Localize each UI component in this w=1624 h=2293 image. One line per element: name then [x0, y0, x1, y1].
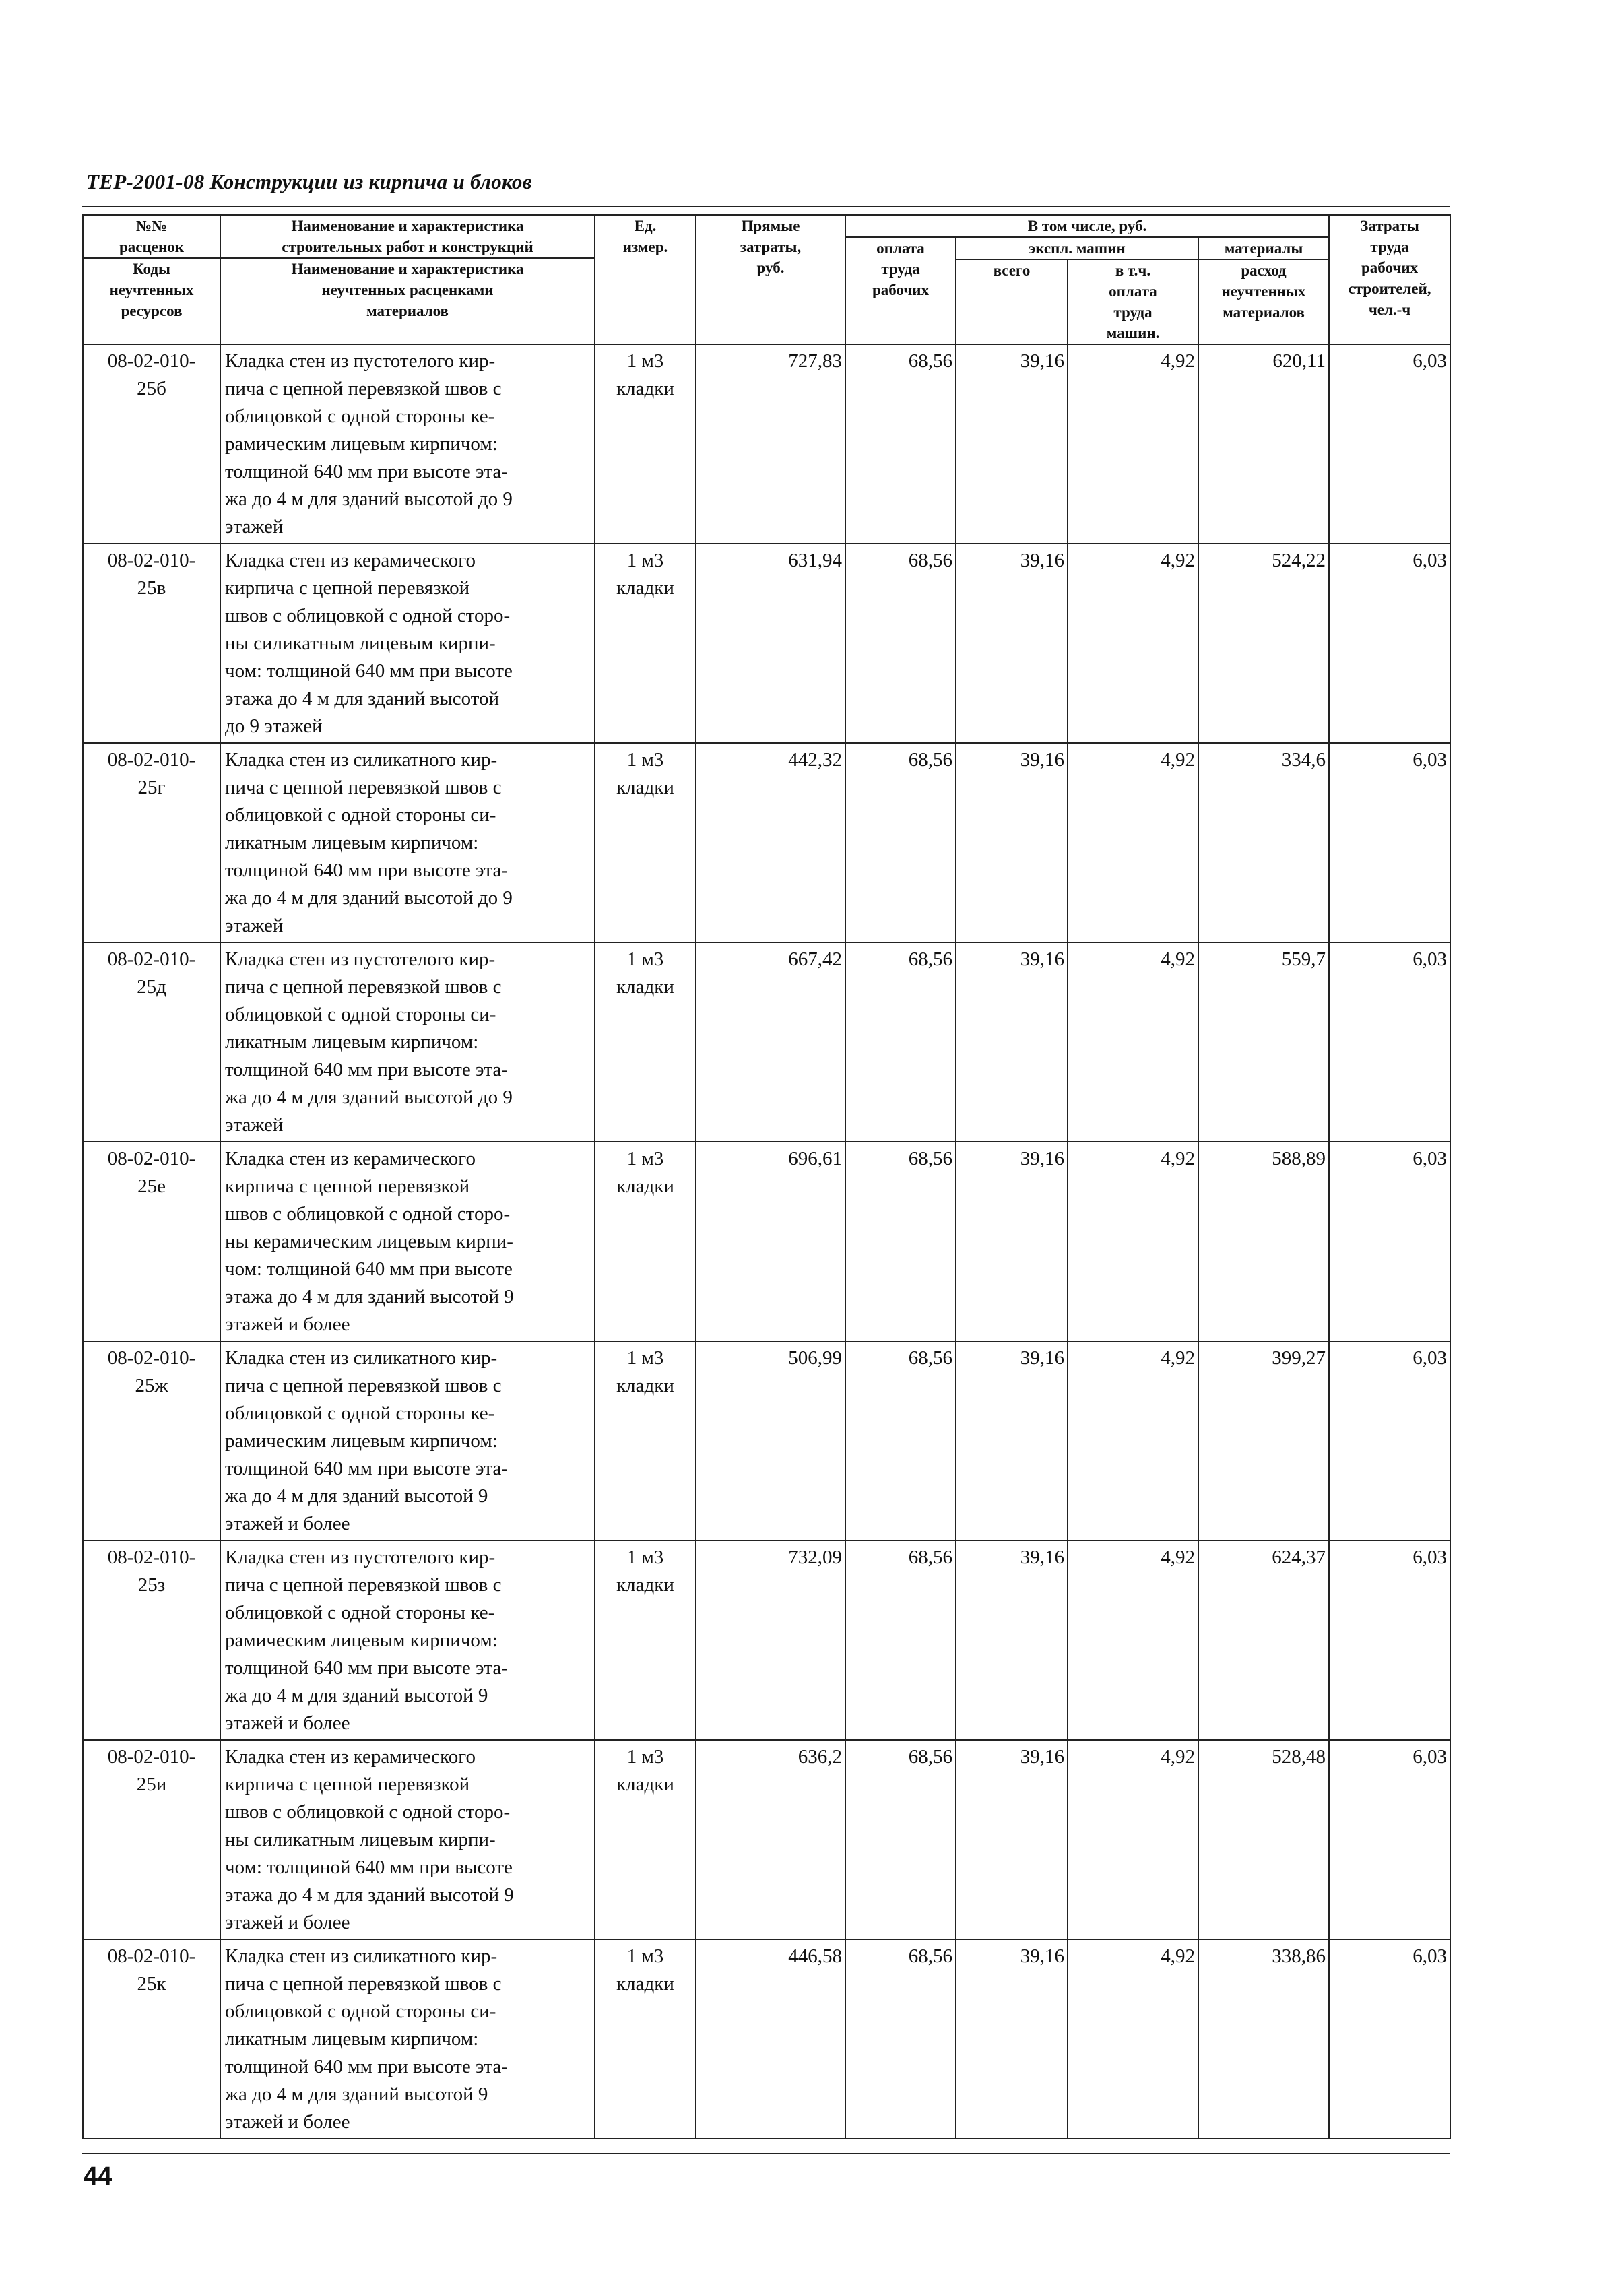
labor-hours: 6,03 [1329, 1341, 1450, 1541]
table-row [83, 1541, 1450, 1740]
page-number: 44 [84, 2162, 112, 2191]
worker-wages: 68,56 [845, 1341, 956, 1541]
materials-cost: 588,89 [1198, 1142, 1329, 1341]
header-materials: материалы [1198, 237, 1329, 259]
materials-cost: 338,86 [1198, 1939, 1329, 2139]
worker-wages: 68,56 [845, 1142, 956, 1341]
unit-of-measure: 1 м3 кладки [595, 1341, 696, 1541]
work-description: Кладка стен из керамического кирпича с цепной перевязкой швов с облицовкой с одной сторо- ны силикатным лицевым кирпи- чом: толщиной 640 мм при высоте этажа до 4 м для зданий высотой 9 этажей и более [220, 1740, 595, 1939]
unit-of-measure: 1 м3 кладки [595, 942, 696, 1142]
rates-table [82, 214, 1451, 2139]
header-machines-total: всего [956, 259, 1068, 344]
rate-code: 08-02-010- 25к [83, 1939, 220, 2139]
machines-total: 39,16 [956, 1541, 1068, 1740]
machine-operator-wages: 4,92 [1068, 942, 1198, 1142]
machine-operator-wages: 4,92 [1068, 544, 1198, 743]
unit-of-measure: 1 м3 кладки [595, 344, 696, 544]
machine-operator-wages: 4,92 [1068, 743, 1198, 942]
materials-cost: 524,22 [1198, 544, 1329, 743]
direct-costs: 696,61 [696, 1142, 845, 1341]
work-description: Кладка стен из пустотелого кир- пича с цепной перевязкой швов с облицовкой с одной стороны ке- рамическим лицевым кирпичом: толщиной 640 мм при высоте эта- жа до 4 м для зданий высотой 9 этажей и более [220, 1541, 595, 1740]
unit-of-measure: 1 м3 кладки [595, 1939, 696, 2139]
unit-of-measure: 1 м3 кладки [595, 544, 696, 743]
header-unit: Ед. измер. [595, 215, 696, 344]
rate-code: 08-02-010- 25и [83, 1740, 220, 1939]
header-direct-costs: Прямые затраты, руб. [696, 215, 845, 344]
labor-hours: 6,03 [1329, 942, 1450, 1142]
work-description: Кладка стен из керамического кирпича с цепной перевязкой швов с облицовкой с одной сторо- ны силикатным лицевым кирпи- чом: толщиной 640 мм при высоте этажа до 4 м для зданий высотой до 9 этажей [220, 544, 595, 743]
machines-total: 39,16 [956, 1939, 1068, 2139]
footer-rule [82, 2153, 1450, 2154]
machine-operator-wages: 4,92 [1068, 344, 1198, 544]
machines-total: 39,16 [956, 942, 1068, 1142]
direct-costs: 442,32 [696, 743, 845, 942]
rate-code: 08-02-010- 25д [83, 942, 220, 1142]
table-row [83, 942, 1450, 1142]
rate-code: 08-02-010- 25в [83, 544, 220, 743]
table-row [83, 344, 1450, 544]
unit-of-measure: 1 м3 кладки [595, 743, 696, 942]
machine-operator-wages: 4,92 [1068, 1740, 1198, 1939]
unit-of-measure: 1 м3 кладки [595, 1142, 696, 1341]
table-row [83, 1341, 1450, 1541]
labor-hours: 6,03 [1329, 344, 1450, 544]
unit-of-measure: 1 м3 кладки [595, 1541, 696, 1740]
work-description: Кладка стен из силикатного кир- пича с цепной перевязкой швов с облицовкой с одной стороны си- ликатным лицевым кирпичом: толщиной 640 мм при высоте эта- жа до 4 м для зданий высотой 9 этажей и более [220, 1939, 595, 2139]
rate-code: 08-02-010- 25ж [83, 1341, 220, 1541]
work-description: Кладка стен из пустотелого кир- пича с цепной перевязкой швов с облицовкой с одной стороны си- ликатным лицевым кирпичом: толщиной 640 мм при высоте эта- жа до 4 м для зданий высотой до 9 этажей [220, 942, 595, 1142]
worker-wages: 68,56 [845, 1939, 956, 2139]
labor-hours: 6,03 [1329, 1541, 1450, 1740]
labor-hours: 6,03 [1329, 743, 1450, 942]
header-labor: Затраты труда рабочих строителей, чел.-ч [1329, 215, 1450, 344]
materials-cost: 624,37 [1198, 1541, 1329, 1740]
machine-operator-wages: 4,92 [1068, 1939, 1198, 2139]
materials-cost: 559,7 [1198, 942, 1329, 1142]
worker-wages: 68,56 [845, 1541, 956, 1740]
materials-cost: 334,6 [1198, 743, 1329, 942]
table-row [83, 1939, 1450, 2139]
work-description: Кладка стен из силикатного кир- пича с цепной перевязкой швов с облицовкой с одной стороны ке- рамическим лицевым кирпичом: толщиной 640 мм при высоте эта- жа до 4 м для зданий высотой 9 этажей и более [220, 1341, 595, 1541]
header-name-top: Наименование и характеристика строительных работ и конструкций [221, 216, 594, 259]
table-row [83, 1740, 1450, 1939]
machines-total: 39,16 [956, 1341, 1068, 1541]
machines-total: 39,16 [956, 1142, 1068, 1341]
machine-operator-wages: 4,92 [1068, 1341, 1198, 1541]
header-rule [82, 206, 1450, 207]
work-description: Кладка стен из пустотелого кир- пича с цепной перевязкой швов с облицовкой с одной стороны ке- рамическим лицевым кирпичом: толщиной 640 мм при высоте эта- жа до 4 м для зданий высотой до 9 этажей [220, 344, 595, 544]
labor-hours: 6,03 [1329, 544, 1450, 743]
materials-cost: 620,11 [1198, 344, 1329, 544]
machine-operator-wages: 4,92 [1068, 1142, 1198, 1341]
direct-costs: 506,99 [696, 1341, 845, 1541]
rate-code: 08-02-010- 25е [83, 1142, 220, 1341]
table-row [83, 1142, 1450, 1341]
labor-hours: 6,03 [1329, 1740, 1450, 1939]
header-materials-consumption: расход неучтенных материалов [1198, 259, 1329, 344]
rate-code: 08-02-010- 25з [83, 1541, 220, 1740]
direct-costs: 732,09 [696, 1541, 845, 1740]
direct-costs: 727,83 [696, 344, 845, 544]
machine-operator-wages: 4,92 [1068, 1541, 1198, 1740]
rate-code: 08-02-010- 25б [83, 344, 220, 544]
header-machines-wages: в т.ч. оплата труда машин. [1068, 259, 1198, 344]
table-body [83, 344, 1450, 2139]
machines-total: 39,16 [956, 743, 1068, 942]
direct-costs: 631,94 [696, 544, 845, 743]
worker-wages: 68,56 [845, 1740, 956, 1939]
machines-total: 39,16 [956, 544, 1068, 743]
work-description: Кладка стен из силикатного кир- пича с цепной перевязкой швов с облицовкой с одной стороны си- ликатным лицевым кирпичом: толщиной 640 мм при высоте эта- жа до 4 м для зданий высотой до 9 этажей [220, 743, 595, 942]
machines-total: 39,16 [956, 1740, 1068, 1939]
header-code: №№ расценок Коды неучтенных ресурсов [83, 215, 220, 344]
worker-wages: 68,56 [845, 544, 956, 743]
table-row [83, 544, 1450, 743]
worker-wages: 68,56 [845, 942, 956, 1142]
unit-of-measure: 1 м3 кладки [595, 1740, 696, 1939]
worker-wages: 68,56 [845, 344, 956, 544]
worker-wages: 68,56 [845, 743, 956, 942]
materials-cost: 399,27 [1198, 1341, 1329, 1541]
machines-total: 39,16 [956, 344, 1068, 544]
rate-code: 08-02-010- 25г [83, 743, 220, 942]
page-header-title: ТЕР-2001-08 Конструкции из кирпича и блоков [86, 170, 532, 193]
header-machines: экспл. машин [956, 237, 1198, 259]
header-name: Наименование и характеристика строительных работ и конструкций Наименование и характеристика неучтенных расценками материалов [220, 215, 595, 344]
materials-cost: 528,48 [1198, 1740, 1329, 1939]
header-code-top: №№ расценок [84, 216, 220, 259]
header-wages: оплата труда рабочих [845, 237, 956, 344]
direct-costs: 667,42 [696, 942, 845, 1142]
direct-costs: 446,58 [696, 1939, 845, 2139]
work-description: Кладка стен из керамического кирпича с цепной перевязкой швов с облицовкой с одной сторо- ны керамическим лицевым кирпи- чом: толщиной 640 мм при высоте этажа до 4 м для зданий высотой 9 этажей и более [220, 1142, 595, 1341]
table-header [83, 215, 1450, 344]
direct-costs: 636,2 [696, 1740, 845, 1939]
header-including: В том числе, руб. [845, 215, 1329, 237]
labor-hours: 6,03 [1329, 1142, 1450, 1341]
labor-hours: 6,03 [1329, 1939, 1450, 2139]
table-row [83, 743, 1450, 942]
